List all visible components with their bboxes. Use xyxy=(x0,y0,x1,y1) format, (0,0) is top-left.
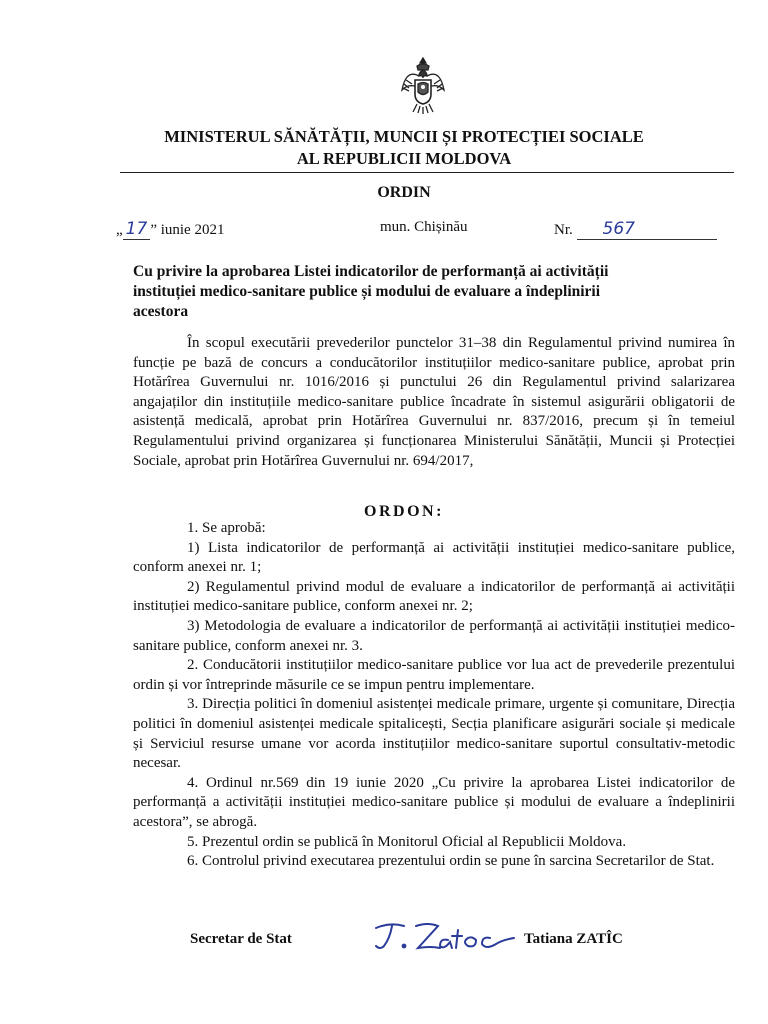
nr-value: 567 xyxy=(577,219,717,240)
order-item: 4. Ordinul nr.569 din 19 iunie 2020 „Cu privire la aprobarea Listei indicatorilor de performanță a activității instituției medico-sanitare publice și modului de evaluare a îndeplinirii acestora”, se abrogă. xyxy=(133,774,735,830)
ordon-heading: ORDON: xyxy=(364,503,444,520)
order-item: 2) Regulamentul privind modul de evaluare a indicatorilor de performanță ai activității instituției medico-sanitare publice, conform anexei nr. 2; xyxy=(133,578,735,615)
signatory-name: Tatiana ZATÎC xyxy=(524,931,623,947)
order-items xyxy=(133,519,735,872)
date-open-quote: „ xyxy=(116,222,123,238)
order-item: 2. Conducătorii instituțiilor medico-sanitare publice vor lua act de prevederile prezentului ordin și vor întreprinde măsurile ce se impun pentru implementare. xyxy=(133,657,735,693)
handwritten-signature xyxy=(370,916,520,956)
header-divider xyxy=(120,172,734,173)
order-item: 1. Se aprobă: xyxy=(187,520,266,536)
signatory-title: Secretar de Stat xyxy=(190,931,292,947)
order-item: 5. Prezentul ordin se publică în Monitorul Oficial al Republicii Moldova. xyxy=(187,833,627,850)
ministry-name-line1: MINISTERUL SĂNĂTĂȚII, MUNCII ȘI PROTECȚIEI SOCIALE xyxy=(164,127,644,146)
coat-of-arms-icon xyxy=(400,54,446,116)
preamble-paragraph: În scopul executării prevederilor punctelor 31–38 din Regulamentul privind numirea în funcție pe bază de concurs a conducătorilor instituțiilor medico-sanitare publice, aprobat prin Hotărîrea Guvernului nr. 1016/2016 și punctului 26 din Regulamentul privind salarizarea angajaților din instituțiile medico-sanitare publice încadrate în sistemul asigurării obligatorii de asistență medicală, aprobat prin Hotărîrea Guvernului nr. 837/2016, precum și în temeiul Regulamentului privind organizarea și funcționarea Ministerului Sănătății, Muncii și Protecției Sociale, aprobat prin Hotărîrea Guvernului nr. 694/2017, xyxy=(133,335,735,469)
order-item: 1) Lista indicatorilor de performanță ai activității instituției medico-sanitare publice, conform anexei nr. 1; xyxy=(133,539,735,576)
date-month-year: ” iunie 2021 xyxy=(150,222,225,238)
document-number xyxy=(554,219,717,240)
date-day-field xyxy=(123,219,151,240)
document-date xyxy=(116,219,224,240)
date-day: 17 xyxy=(125,219,148,239)
order-item: 3) Metodologia de evaluare a indicatorilor de performanță ai activității instituției medico-sanitare publice, conform anexei nr. 3. xyxy=(133,617,735,654)
order-item: 6. Controlul privind executarea prezentului ordin se pune în sarcina Secretarilor de Stat. xyxy=(187,853,715,870)
ministry-name-line2: AL REPUBLICII MOLDOVA xyxy=(296,149,512,168)
document-place: mun. Chișinău xyxy=(380,219,468,235)
order-subject: Cu privire la aprobarea Listei indicatorilor de performanță ai activității instituției medico-sanitare publice și modului de evaluare a îndeplinirii acestora xyxy=(133,263,609,320)
document-title: ORDIN xyxy=(377,184,431,201)
order-item: 3. Direcția politici în domeniul asistenței medicale primare, urgente și comunitare, Direcția politici în domeniul asistenței medicale spitalicești, Secția planificare asigurări sociale și medicale și Serviciul resurse umane vor acorda instituțiilor medico-sanitare suportul consultativ-metodic necesar. xyxy=(133,696,735,772)
nr-label: Nr. xyxy=(554,222,573,238)
